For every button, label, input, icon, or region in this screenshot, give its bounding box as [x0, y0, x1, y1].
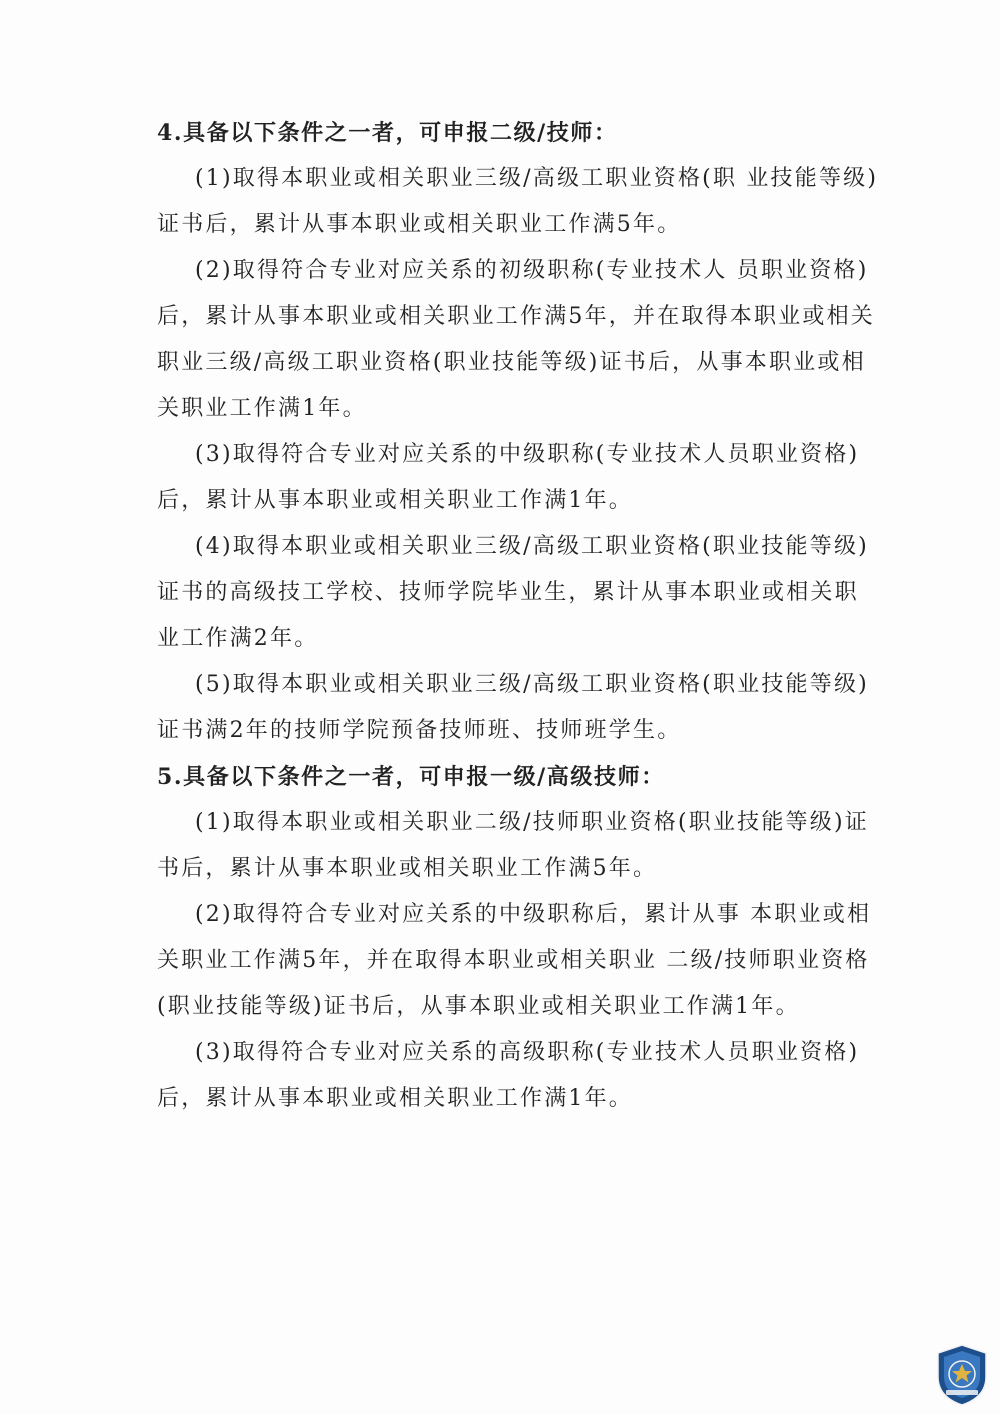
section-4-item-2-line-4: 关职业工作满1年。 [157, 396, 367, 421]
section-4-item-2-line-3: 职业三级/高级工职业资格(职业技能等级)证书后，从事本职业或相 [157, 350, 866, 375]
section-5-item-2-line-2: 关职业工作满5年，并在取得本职业或相关职业 二级/技师职业资格 [157, 948, 870, 973]
section-4-item-4-line-2: 证书的高级技工学校、技师学院毕业生，累计从事本职业或相关职 [157, 580, 859, 605]
section-4-item-4-line-3: 业工作满2年。 [157, 626, 319, 651]
section-5-item-3-line-2: 后，累计从事本职业或相关职业工作满1年。 [157, 1086, 633, 1111]
section-4-item-3-line-2: 后，累计从事本职业或相关职业工作满1年。 [157, 488, 633, 513]
school-crest-icon [934, 1343, 990, 1407]
section-4-item-5-line-1: (5)取得本职业或相关职业三级/高级工职业资格(职业技能等级) [195, 672, 869, 697]
section-5-item-1-line-1: (1)取得本职业或相关职业二级/技师职业资格(职业技能等级)证 [195, 810, 869, 835]
section-5-item-2-line-3: (职业技能等级)证书后，从事本职业或相关职业工作满1年。 [157, 994, 800, 1019]
section-4-item-1-line-1: (1)取得本职业或相关职业三级/高级工职业资格(职 业技能等级) [195, 166, 879, 191]
crest-banner [946, 1390, 978, 1395]
section-4-item-5-line-2: 证书满2年的技师学院预备技师班、技师班学生。 [157, 718, 682, 743]
section-4-item-3-line-1: (3)取得符合专业对应关系的中级职称(专业技术人员职业资格) [195, 442, 860, 467]
section-5-heading: 5.具备以下条件之一者，可申报一级/高级技师： [157, 764, 665, 790]
section-5-item-2-line-1: (2)取得符合专业对应关系的中级职称后，累计从事 本职业或相 [195, 902, 872, 927]
section-5-item-1-line-2: 书后，累计从事本职业或相关职业工作满5年。 [157, 856, 658, 881]
section-4-item-2-line-2: 后，累计从事本职业或相关职业工作满5年，并在取得本职业或相关 [157, 304, 875, 329]
section-4-item-2-line-1: (2)取得符合专业对应关系的初级职称(专业技术人 员职业资格) [195, 258, 869, 283]
section-4-item-4-line-1: (4)取得本职业或相关职业三级/高级工职业资格(职业技能等级) [195, 534, 869, 559]
section-4-item-1-line-2: 证书后，累计从事本职业或相关职业工作满5年。 [157, 212, 682, 237]
section-5-item-3-line-1: (3)取得符合专业对应关系的高级职称(专业技术人员职业资格) [195, 1040, 860, 1065]
section-4-heading: 4.具备以下条件之一者，可申报二级/技师： [157, 120, 618, 146]
